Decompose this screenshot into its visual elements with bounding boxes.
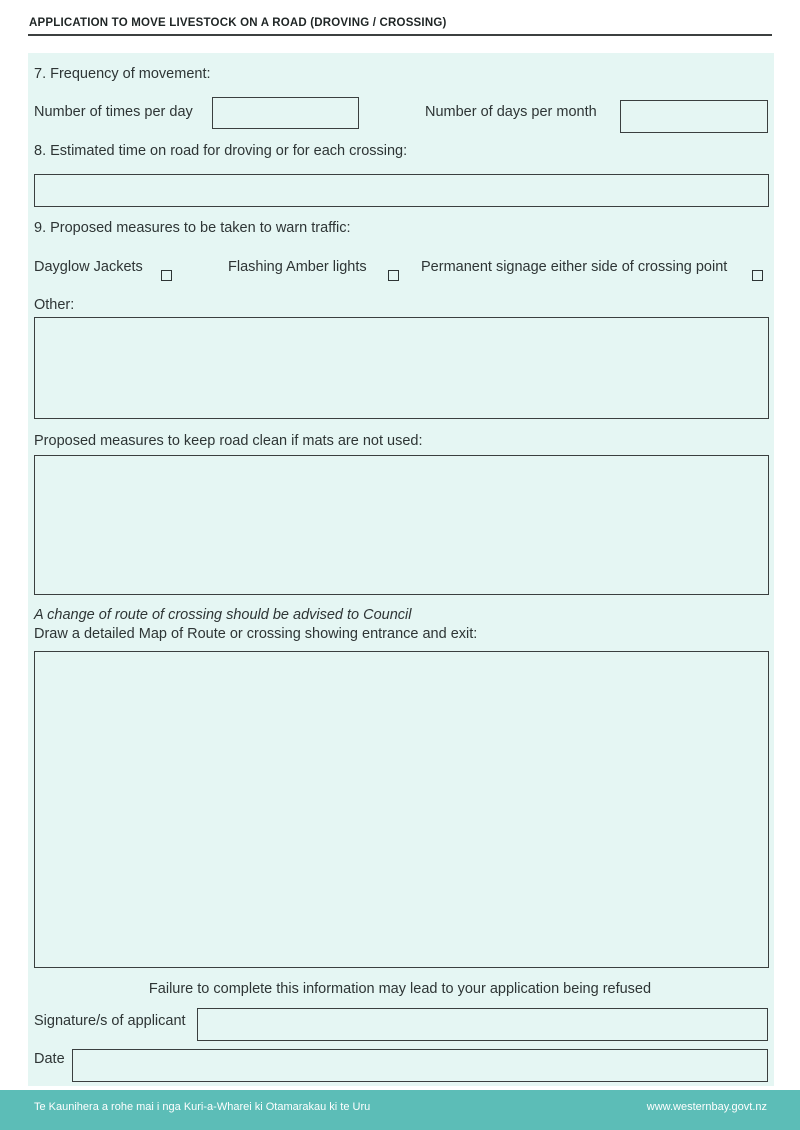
footer-bar xyxy=(0,1090,800,1130)
route-change-note: A change of route of crossing should be advised to Council xyxy=(34,607,412,623)
signature-field[interactable] xyxy=(197,1008,768,1041)
other-field[interactable] xyxy=(34,317,769,419)
section7-heading: 7. Frequency of movement: xyxy=(34,66,211,82)
section8-heading: 8. Estimated time on road for droving or for each crossing: xyxy=(34,143,408,159)
days-per-month-label: Number of days per month xyxy=(425,104,597,120)
flashing-amber-checkbox[interactable] xyxy=(388,270,399,281)
signage-checkbox[interactable] xyxy=(752,270,763,281)
time-on-road-field[interactable] xyxy=(34,174,769,207)
other-label: Other: xyxy=(34,297,75,313)
map-drawing-area[interactable] xyxy=(34,651,769,968)
date-field[interactable] xyxy=(72,1049,768,1082)
footer-council-name: Te Kaunihera a rohe mai i nga Kuri-a-Wharei ki Otamarakau ki te Uru xyxy=(34,1101,371,1113)
road-clean-label: Proposed measures to keep road clean if mats are not used: xyxy=(34,433,423,449)
signature-label: Signature/s of applicant xyxy=(34,1013,186,1029)
title-divider xyxy=(28,34,772,36)
date-label: Date xyxy=(34,1051,65,1067)
dayglow-checkbox[interactable] xyxy=(161,270,172,281)
form-title: APPLICATION TO MOVE LIVESTOCK ON A ROAD (DROVING / CROSSING) xyxy=(29,17,447,29)
footer-website-link[interactable]: www.westernbay.govt.nz xyxy=(646,1101,767,1113)
option-dayglow-label: Dayglow Jackets xyxy=(34,259,143,275)
times-per-day-label: Number of times per day xyxy=(34,104,193,120)
days-per-month-field[interactable] xyxy=(620,100,768,133)
times-per-day-field[interactable] xyxy=(212,97,359,129)
option-signage-label: Permanent signage either side of crossing point xyxy=(421,259,728,275)
section9-heading: 9. Proposed measures to be taken to warn traffic: xyxy=(34,220,351,236)
map-label: Draw a detailed Map of Route or crossing showing entrance and exit: xyxy=(34,626,478,642)
road-clean-field[interactable] xyxy=(34,455,769,595)
refusal-warning: Failure to complete this information may lead to your application being refused xyxy=(148,981,652,997)
option-flashing-label: Flashing Amber lights xyxy=(228,259,367,275)
